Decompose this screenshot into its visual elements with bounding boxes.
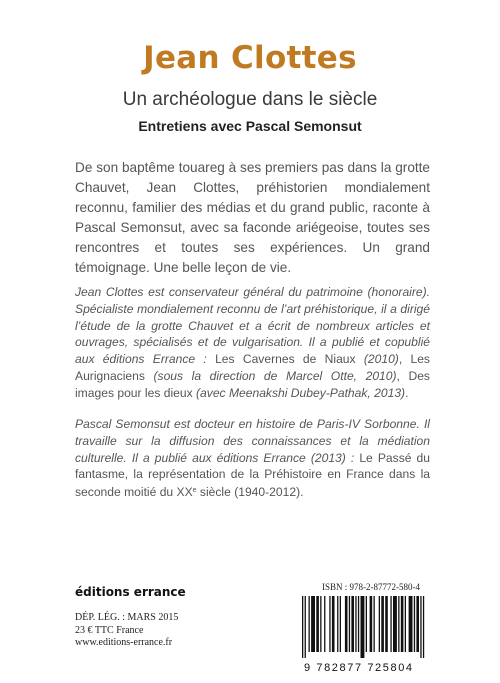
barcode-bar bbox=[423, 596, 424, 658]
century-numeral: XX bbox=[176, 485, 193, 500]
barcode-bar bbox=[345, 596, 348, 652]
barcode-bar bbox=[340, 596, 341, 652]
barcode-bar bbox=[381, 596, 384, 652]
barcode-bar bbox=[385, 596, 388, 652]
barcode-bar bbox=[416, 596, 419, 652]
price: 23 € TTC France bbox=[75, 624, 144, 636]
barcode bbox=[300, 596, 440, 658]
legal-info bbox=[75, 612, 178, 650]
publisher-website: www.editions-errance.fr bbox=[75, 637, 173, 648]
book-title-images-dieux: Des images pour les dieux bbox=[75, 368, 430, 400]
barcode-bar bbox=[358, 596, 359, 652]
separator: , bbox=[396, 368, 409, 383]
book-title-niaux: Les Cavernes de Niaux bbox=[215, 352, 364, 367]
barcode-bar bbox=[409, 596, 413, 652]
barcode-bar bbox=[405, 596, 406, 652]
barcode-bar bbox=[305, 596, 306, 658]
author-bio-intro: Jean Clottes est conservateur général du patrimoine (honoraire). Spécialiste mondialement reconnu de l’art préhistorique, il a dirigé l’étude de la grotte Chauvet et a écrit de nombreux articles et ouvrages, spécialisés et de vulgarisation. Il a publié et copublié aux éditions Errance : bbox=[75, 285, 430, 367]
barcode-bar bbox=[390, 596, 391, 652]
barcode-bar bbox=[420, 596, 421, 658]
barcode-bar bbox=[332, 596, 335, 652]
barcode-bar bbox=[337, 596, 338, 652]
barcode-bar bbox=[366, 596, 367, 652]
barcode-bar bbox=[374, 596, 375, 652]
barcode-number: 9 782877 725804 bbox=[304, 662, 414, 674]
century-superscript: e bbox=[192, 487, 197, 495]
interviewer-bio-paragraph bbox=[75, 416, 430, 501]
book-note-images-dieux: (avec Meenakshi Dubey-Pathak, 2013) bbox=[196, 385, 406, 400]
book-year-niaux: (2010) bbox=[363, 352, 399, 367]
barcode-bar bbox=[324, 596, 325, 652]
summary-paragraph: De son baptême touareg à ses premiers pas dans la grotte Chauvet, Jean Clottes, préhistorien mondialement reconnu, familier des médias et du grand public, raconte à Pascal Semonsut, avec sa faconde ariégeoise, toutes ses rencontres et toutes ses expériences. Un grand témoignage. Une belle leçon de vie. bbox=[75, 160, 430, 275]
book-title: Jean Clottes bbox=[143, 40, 357, 76]
barcode-bar bbox=[302, 596, 303, 658]
barcode-bar bbox=[351, 596, 354, 652]
barcode-bar bbox=[393, 596, 397, 652]
barcode-bar bbox=[329, 596, 330, 652]
barcode-bar bbox=[355, 596, 356, 652]
barcode-bar bbox=[414, 596, 415, 652]
book-title-passe-fantasme: Le Passé du fantasme, la représentation de la Préhistoire en France dans la seconde moitié du bbox=[75, 450, 430, 500]
barcode-bar bbox=[398, 596, 399, 652]
book-title-aurignaciens: Les Aurignaciens bbox=[75, 352, 430, 383]
barcode-bar bbox=[316, 596, 319, 652]
legal-deposit: DÉP. LÉG. : MARS 2015 bbox=[75, 612, 179, 623]
barcode-bar bbox=[401, 596, 404, 652]
barcode-bar bbox=[311, 596, 315, 652]
barcode-bars bbox=[300, 596, 440, 658]
book-note-aurignaciens: (sous la direction de Marcel Otte, 2010) bbox=[153, 368, 397, 383]
barcode-bar bbox=[379, 596, 380, 652]
barcode-bar bbox=[361, 596, 365, 658]
period: . bbox=[405, 385, 409, 400]
barcode-bar bbox=[320, 596, 321, 652]
isbn-label: ISBN : 978-2-87772-580-4 bbox=[322, 582, 420, 592]
separator: , bbox=[398, 352, 411, 367]
barcode-bar bbox=[309, 596, 310, 652]
barcode-bar bbox=[370, 596, 373, 652]
publisher-name: éditions errance bbox=[75, 585, 186, 599]
book-subtitle: Un archéologue dans le siècle bbox=[122, 89, 378, 110]
barcode-bar bbox=[349, 596, 350, 652]
author-bio-paragraph bbox=[75, 284, 430, 402]
book-title-tail: siècle (1940-2012). bbox=[196, 485, 304, 500]
interview-line: Entretiens avec Pascal Semonsut bbox=[138, 118, 362, 134]
interviewer-bio-intro: Pascal Semonsut est docteur en histoire de Paris-IV Sorbonne. Il travaille sur la diffusion des connaissances et la médiation culturelle. Il a publié aux éditions Errance (2013) : bbox=[75, 417, 430, 465]
